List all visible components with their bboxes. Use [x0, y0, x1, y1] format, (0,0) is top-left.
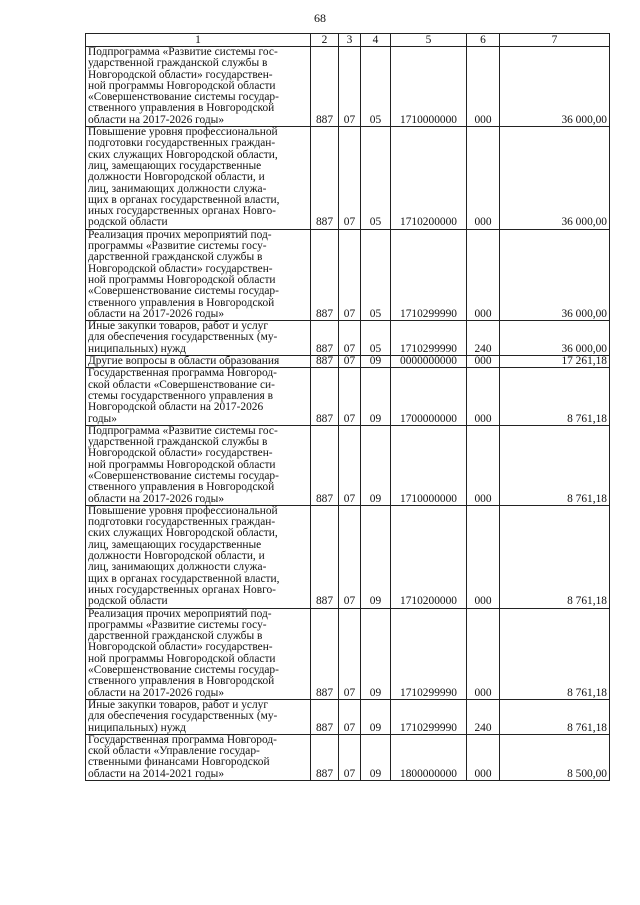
- amount-cell: 17 261,18: [500, 356, 610, 368]
- expense-type-cell: 240: [467, 699, 500, 734]
- header-cell: 6: [467, 34, 500, 47]
- target-article-cell: 1710200000: [391, 505, 467, 608]
- section-cell: 07: [339, 699, 361, 734]
- item-name-cell: Подпрограмма «Развитие системы гос- ударственной гражданской службы в Новгородской области» государствен- ной программы Новгородской области «Совершенствование системы государ- ственного управления в Новгородской области на 2017-2026 годы»: [86, 47, 311, 127]
- target-article-cell: 1710299990: [391, 321, 467, 356]
- item-name-cell: Повышение уровня профессиональной подготовки государственных граждан- ских служащих Новгородской области, лиц, замещающих государственные должности Новгородской области, и лиц, занимающих должности служа- щих в органах государственной власти, иных государственных органах Новго- родской области: [86, 127, 311, 230]
- code-cell: 887: [311, 127, 339, 230]
- target-article-cell: 1710000000: [391, 425, 467, 505]
- amount-cell: 8 761,18: [500, 608, 610, 699]
- amount-cell: 8 500,00: [500, 734, 610, 780]
- code-cell: 887: [311, 368, 339, 425]
- code-cell: 887: [311, 356, 339, 368]
- item-name-cell: Подпрограмма «Развитие системы гос- ударственной гражданской службы в Новгородской области» государствен- ной программы Новгородской области «Совершенствование системы государ- ственного управления в Новгородской области на 2017-2026 годы»: [86, 425, 311, 505]
- amount-cell: 36 000,00: [500, 321, 610, 356]
- subsection-cell: 09: [361, 368, 391, 425]
- target-article-cell: 1710299990: [391, 699, 467, 734]
- amount-cell: 8 761,18: [500, 699, 610, 734]
- amount-cell: 36 000,00: [500, 127, 610, 230]
- header-cell: 7: [500, 34, 610, 47]
- code-cell: 887: [311, 229, 339, 320]
- section-cell: 07: [339, 127, 361, 230]
- subsection-cell: 09: [361, 608, 391, 699]
- expense-type-cell: 240: [467, 321, 500, 356]
- code-cell: 887: [311, 47, 339, 127]
- amount-cell: 8 761,18: [500, 368, 610, 425]
- subsection-cell: 09: [361, 356, 391, 368]
- target-article-cell: 0000000000: [391, 356, 467, 368]
- subsection-cell: 05: [361, 321, 391, 356]
- subsection-cell: 09: [361, 425, 391, 505]
- expense-type-cell: 000: [467, 356, 500, 368]
- item-name-cell: Реализация прочих мероприятий под- программы «Развитие системы госу- дарственной гражданской службы в Новгородской области» государствен- ной программы Новгородской области «Совершенствование системы государ- ственного управления в Новгородской области на 2017-2026 годы»: [86, 229, 311, 320]
- code-cell: 887: [311, 608, 339, 699]
- section-cell: 07: [339, 368, 361, 425]
- table-row: [86, 229, 610, 320]
- table-row: [86, 47, 610, 127]
- expense-type-cell: 000: [467, 505, 500, 608]
- expense-type-cell: 000: [467, 608, 500, 699]
- expense-type-cell: 000: [467, 368, 500, 425]
- subsection-cell: 09: [361, 699, 391, 734]
- section-cell: 07: [339, 734, 361, 780]
- section-cell: 07: [339, 608, 361, 699]
- item-name-cell: Государственная программа Новгород- ской области «Совершенствование си- стемы государственного управления в Новгородской области на 2017-2026 годы»: [86, 368, 311, 425]
- table-row: [86, 608, 610, 699]
- target-article-cell: 1700000000: [391, 368, 467, 425]
- table-header-row: [86, 34, 610, 47]
- subsection-cell: 09: [361, 734, 391, 780]
- item-name-cell: Государственная программа Новгород- ской области «Управление государ- ственными финансами Новгородской области на 2014-2021 годы»: [86, 734, 311, 780]
- code-cell: 887: [311, 505, 339, 608]
- expense-type-cell: 000: [467, 734, 500, 780]
- expense-type-cell: 000: [467, 425, 500, 505]
- subsection-cell: 05: [361, 229, 391, 320]
- section-cell: 07: [339, 47, 361, 127]
- amount-cell: 36 000,00: [500, 47, 610, 127]
- section-cell: 07: [339, 425, 361, 505]
- table-row: [86, 699, 610, 734]
- amount-cell: 8 761,18: [500, 505, 610, 608]
- table-row: [86, 425, 610, 505]
- code-cell: 887: [311, 425, 339, 505]
- expense-type-cell: 000: [467, 127, 500, 230]
- expense-type-cell: 000: [467, 229, 500, 320]
- header-cell: 3: [339, 34, 361, 47]
- target-article-cell: 1710200000: [391, 127, 467, 230]
- target-article-cell: 1800000000: [391, 734, 467, 780]
- table-row: [86, 505, 610, 608]
- item-name-cell: Повышение уровня профессиональной подготовки государственных граждан- ских служащих Новгородской области, лиц, замещающих государственные должности Новгородской области, и лиц, занимающих должности служа- щих в органах государственной власти, иных государственных органах Новго- родской области: [86, 505, 311, 608]
- item-name-cell: Иные закупки товаров, работ и услуг для обеспечения государственных (му- ниципальных) нужд: [86, 321, 311, 356]
- code-cell: 887: [311, 734, 339, 780]
- table-row: [86, 356, 610, 368]
- header-cell: 5: [391, 34, 467, 47]
- table-row: [86, 127, 610, 230]
- section-cell: 07: [339, 356, 361, 368]
- item-name-cell: Реализация прочих мероприятий под- программы «Развитие системы госу- дарственной гражданской службы в Новгородской области» государствен- ной программы Новгородской области «Совершенствование системы государ- ственного управления в Новгородской области на 2017-2026 годы»: [86, 608, 311, 699]
- table-row: [86, 734, 610, 780]
- subsection-cell: 05: [361, 47, 391, 127]
- table-row: [86, 368, 610, 425]
- section-cell: 07: [339, 505, 361, 608]
- section-cell: 07: [339, 229, 361, 320]
- target-article-cell: 1710299990: [391, 608, 467, 699]
- table-row: [86, 321, 610, 356]
- subsection-cell: 09: [361, 505, 391, 608]
- section-cell: 07: [339, 321, 361, 356]
- item-name-cell: Иные закупки товаров, работ и услуг для обеспечения государственных (му- ниципальных) нужд: [86, 699, 311, 734]
- subsection-cell: 05: [361, 127, 391, 230]
- header-cell: 1: [86, 34, 311, 47]
- page-number: 68: [314, 11, 326, 25]
- header-cell: 2: [311, 34, 339, 47]
- target-article-cell: 1710299990: [391, 229, 467, 320]
- code-cell: 887: [311, 699, 339, 734]
- header-cell: 4: [361, 34, 391, 47]
- budget-table: [85, 33, 610, 781]
- target-article-cell: 1710000000: [391, 47, 467, 127]
- expense-type-cell: 000: [467, 47, 500, 127]
- item-name-cell: Другие вопросы в области образования: [86, 356, 311, 368]
- amount-cell: 36 000,00: [500, 229, 610, 320]
- code-cell: 887: [311, 321, 339, 356]
- amount-cell: 8 761,18: [500, 425, 610, 505]
